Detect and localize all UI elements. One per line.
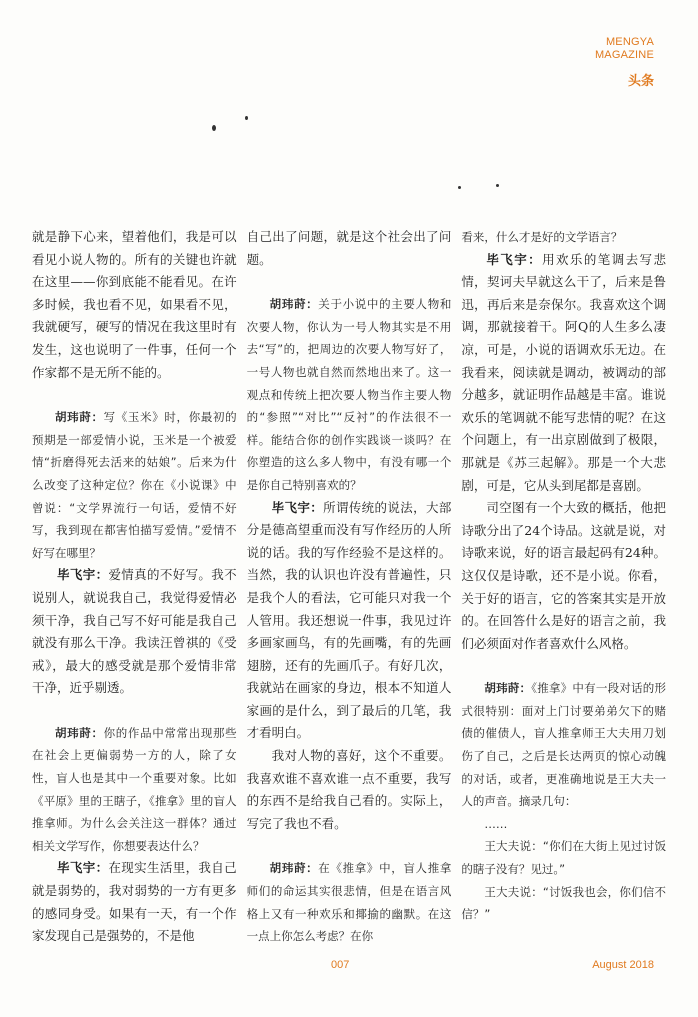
interviewer-paragraph	[32, 722, 237, 858]
answer-paragraph	[247, 497, 452, 746]
column-1	[32, 226, 237, 946]
page-number: 007	[331, 959, 350, 971]
paragraph-text: 关于小说中的主要人物和次要人物，你认为一号人物其实是不用去“写”的，把周边的次要人物写好了，一号人物也就自然而然地出来了。这一观点和传统上把次要人物当作主要人物的“参照”“对比”“反衬”的作法很不一样。能结合你的创作实践谈一谈吗？在你塑造的这么多人物中，有没有哪一个是你自己特别喜欢的？	[246, 297, 452, 492]
answer-paragraph	[32, 564, 237, 700]
paragraph-text: 就是静下心来，望着他们，我是可以看见小说人物的。所有的关键也许就在这里——你到底能不能看见。在许多时候，我也看不见，如果看不见，我就硬写，硬写的情况在我这里时有发生，这也说明了一件事，任何一个作家都不是无所不能的。	[32, 229, 237, 380]
speaker-name: 毕飞宇：	[271, 499, 324, 515]
paragraph-text: 看来，什么才是好的文学语言？	[461, 230, 623, 244]
magazine-header	[595, 36, 654, 89]
answer-paragraph	[32, 226, 237, 384]
speaker-name: 毕飞宇：	[57, 567, 109, 583]
paragraph-text: 你的作品中常常出现那些在社会上更偏弱势一方的人，除了女性，盲人也是其中一个重要对象。比如《平原》里的王瞎子，《推拿》里的盲人推拿师。为什么会关注这一群体？通过相关文学写作，你想要表达什么？	[32, 725, 237, 853]
speaker-name: 胡玮莳：	[269, 861, 319, 876]
answer-paragraph	[247, 226, 452, 271]
ink-speck	[496, 184, 499, 187]
column-2	[247, 226, 452, 946]
speaker-name: 毕飞宇：	[486, 251, 543, 267]
answer-paragraph	[461, 497, 666, 655]
paragraph-text: 在《推拿》中，盲人推拿师们的命运其实很悲情，但是在语言风格上又有一种欢乐和揶揄的幽默。在这一点上你怎么考虑？在你	[246, 861, 452, 944]
answer-paragraph	[247, 745, 452, 835]
issue-date: August 2018	[592, 959, 654, 971]
speaker-name: 胡玮莳：	[484, 681, 532, 696]
paragraph-text: 所谓传统的说法，大部分是德高望重而没有写作经历的人所说的话。我的写作经验不是这样的。当然，我的认识也许没有普遍性，只是我个人的看法，它可能只对我一个人管用。我还想说一件事，我见过许多画家画鸟，有的先画嘴，有的先画翅膀，还有的先画爪子。有好几次，我就站在画家的身边，根本不知道人家画的是什么，到了最后的几笔，我才看明白。	[246, 499, 452, 741]
ink-speck	[245, 116, 248, 120]
magazine-name-line1: MENGYA	[605, 36, 654, 48]
section-label: 头条	[627, 74, 654, 89]
answer-paragraph	[32, 857, 237, 946]
paragraph-gap	[247, 271, 452, 293]
paragraph-text: 用欢乐的笔调去写悲情，契诃夫早就这么干了，后来是鲁迅，再后来是奈保尔。我喜欢这个调调，那就接着干。阿Q的人生多么凄凉，可是，小说的语调欢乐无边。在我看来，阅读就是调动，被调动的部分越多，就证明作品越是丰富。谁说欢乐的笔调就不能写悲情的呢？在这个问题上，有一出京剧做到了极限，那就是《苏三起解》。那是一个大悲剧，可是，它从头到尾都是喜剧。	[461, 251, 667, 493]
speaker-name: 胡玮莳：	[269, 297, 319, 312]
speaker-name: 胡玮莳：	[55, 725, 104, 740]
paragraph-text: 《推拿》中有一段对话的形式很特别：面对上门讨要弟弟欠下的赌债的催债人，盲人推拿师王大夫用刀划伤了自己，之后是长达两页的惊心动魄的对话，或者，更准确地说是王大夫一人的声音。摘录几句：	[461, 681, 667, 809]
quoted-line	[461, 881, 666, 926]
paragraph-text: 爱情真的不好写。我不说别人，就说我自己，我觉得爱情必须干净，我自己写不好可能是我自己就没有那么干净。我读汪曾祺的《受戒》，最大的感受就是那个爱情非常干净，近乎剔透。	[32, 567, 237, 696]
magazine-name-line2: MAGAZINE	[594, 49, 654, 61]
interviewer-paragraph	[461, 677, 666, 813]
paragraph-text: 自己出了问题，就是这个社会出了问题。	[246, 229, 452, 267]
interviewer-paragraph	[247, 857, 452, 946]
speaker-name: 胡玮莳：	[55, 410, 104, 425]
quoted-line	[461, 835, 666, 880]
interviewer-paragraph	[247, 293, 452, 496]
column-3	[461, 226, 666, 946]
ink-speck	[212, 125, 216, 131]
paragraph-text: 在现实生活里，我自己就是弱势的，我对弱势的一方有更多的感同身受。如果有一天，有一个作家发现自己是强势的，不是他	[32, 860, 237, 944]
quoted-line	[461, 813, 666, 836]
paragraph-gap	[247, 835, 452, 857]
interviewer-paragraph	[461, 226, 666, 249]
paragraph-text: 王大夫说：“你们在大街上见过讨饭的瞎子没有？见过。”	[461, 839, 667, 877]
ink-speck	[458, 186, 461, 189]
paragraph-text: ……	[484, 816, 508, 831]
paragraph-gap	[461, 655, 666, 677]
paragraph-text: 写《玉米》时，你最初的预期是一部爱情小说，玉米是一个被爱情“折磨得死去活来的姑娘”。后来为什么改变了这种定位？你在《小说课》中曾说：“文学界流行一句话，爱情不好写，我到现在都害怕描写爱情。”爱情不好写在哪里？	[32, 410, 237, 560]
speaker-name: 毕飞宇：	[57, 860, 109, 876]
paragraph-gap	[32, 700, 237, 722]
paragraph-gap	[32, 384, 237, 406]
paragraph-text: 王大夫说：“讨饭我也会，你们信不信？”	[461, 884, 667, 922]
interviewer-paragraph	[32, 406, 237, 564]
paragraph-text: 司空图有一个大致的概括，他把诗歌分出了24个诗品。这就是说，对诗歌来说，好的语言最起码有24种。这仅仅是诗歌，还不是小说。你看，关于好的语言，它的答案其实是开放的。在回答什么是好的语言之前，我们必须面对作者喜欢什么风格。	[461, 500, 667, 651]
answer-paragraph	[461, 249, 666, 498]
article-body	[32, 226, 666, 946]
paragraph-text: 我对人物的喜好，这个不重要。我喜欢谁不喜欢谁一点不重要，我写的东西不是给我自己看的。实际上，写完了我也不看。	[246, 748, 452, 831]
